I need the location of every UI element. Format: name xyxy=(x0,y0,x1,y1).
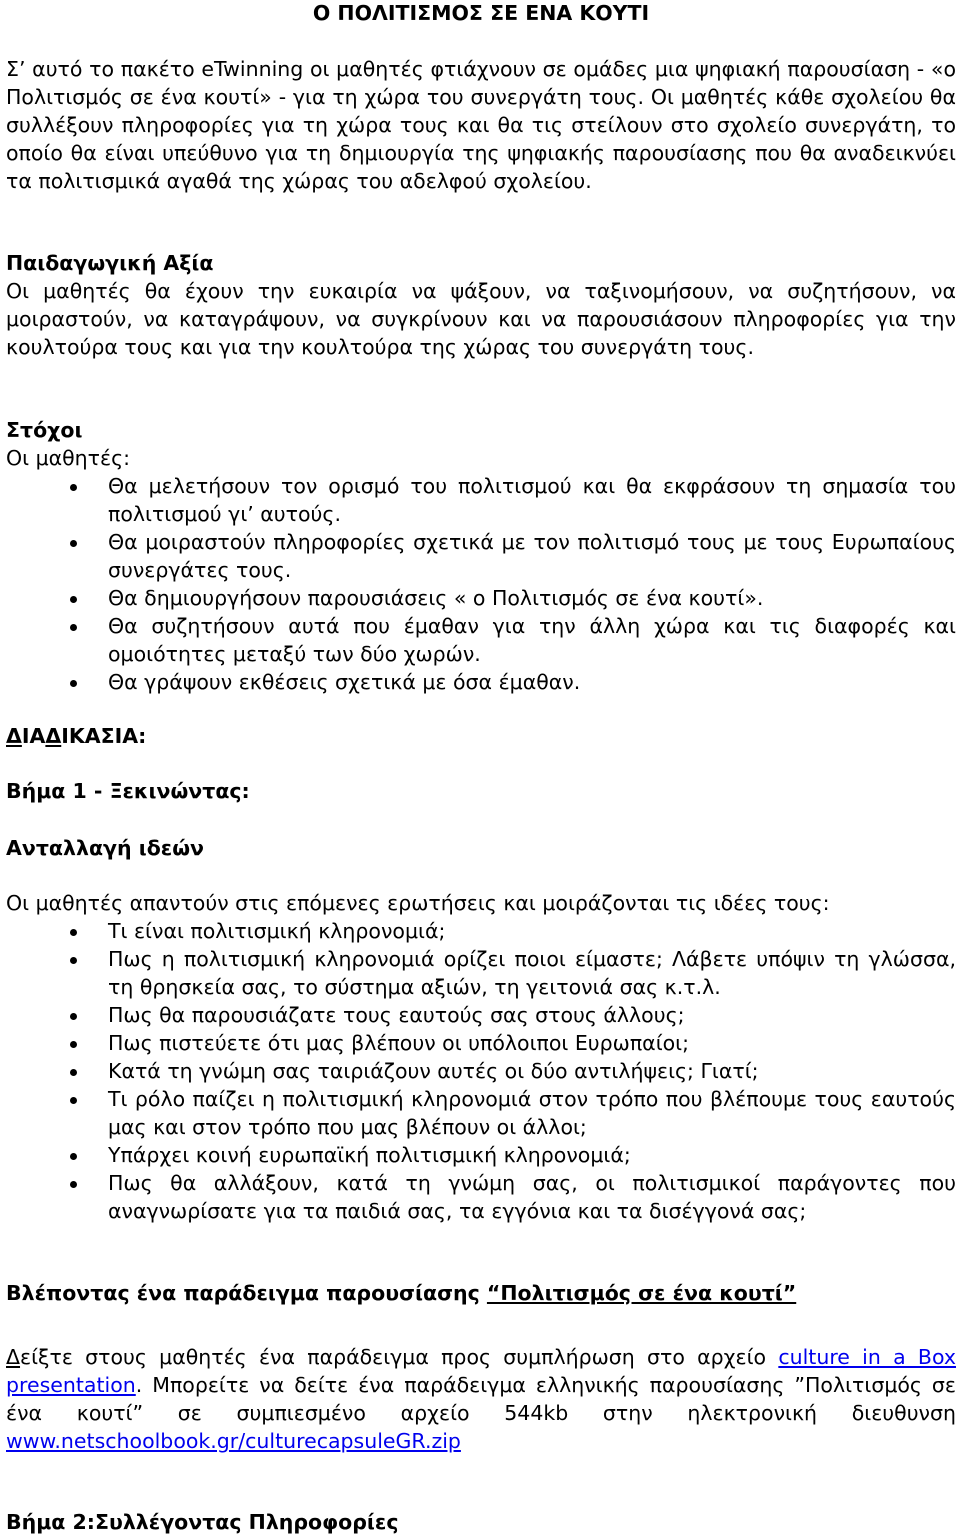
step1-subheading: Ανταλλαγή ιδεών xyxy=(6,836,204,860)
culture-in-a-box-link[interactable]: culture in a Box presentation xyxy=(6,1345,956,1397)
bullet-icon xyxy=(70,596,77,603)
bullet-icon xyxy=(70,1013,77,1020)
example-paragraph: Δείξτε στους μαθητές ένα παράδειγμα προς συμπλήρωση στο αρχείο culture in a Box presentation. Μπορείτε να δείτε ένα παράδειγμα ελληνικής παρουσίασης ”Πολιτισμός σε ένα κουτί” σε συμπιεσμένο αρχείο 544kb στην ηλεκτρονική διευθυνση www.netschoolbook.gr/culturecapsuleGR.zip xyxy=(6,1345,956,1453)
step1-heading: Βήμα 1 - Ξεκινώντας: xyxy=(6,779,250,803)
bullet-icon xyxy=(70,540,77,547)
list-item: Πως θα παρουσιάζατε τους εαυτούς σας στους άλλους; xyxy=(6,1001,956,1029)
list-item: Πως πιστεύετε ότι μας βλέπουν οι υπόλοιποι Ευρωπαίοι; xyxy=(6,1029,956,1057)
goals-lead: Οι μαθητές: xyxy=(6,446,131,470)
bullet-icon xyxy=(70,680,77,687)
netschoolbook-zip-link[interactable]: www.netschoolbook.gr/culturecapsuleGR.zip xyxy=(6,1429,461,1453)
goals-list xyxy=(6,472,956,696)
bullet-icon xyxy=(70,957,77,964)
list-item: Υπάρχει κοινή ευρωπαϊκή πολιτισμική κληρονομιά; xyxy=(6,1141,956,1169)
bullet-icon xyxy=(70,1069,77,1076)
list-item: Τι είναι πολιτισμική κληρονομιά; xyxy=(6,917,956,945)
list-item: Θα γράψουν εκθέσεις σχετικά με όσα έμαθαν. xyxy=(6,668,956,696)
bullet-icon xyxy=(70,929,77,936)
list-item: Θα μοιραστούν πληροφορίες σχετικά με τον πολιτισμό τους με τους Ευρωπαίους συνεργάτες τους. xyxy=(6,528,956,584)
list-item: Θα συζητήσουν αυτά που έμαθαν για την άλλη χώρα και τις διαφορές και ομοιότητες μεταξύ των δύο χωρών. xyxy=(6,612,956,668)
pedagogy-heading: Παιδαγωγική Αξία xyxy=(6,251,214,275)
bullet-icon xyxy=(70,1153,77,1160)
procedure-heading: ΔΙΑΔΙΚΑΣΙΑ: xyxy=(6,724,147,748)
step2-heading: Βήμα 2:Συλλέγοντας Πληροφορίες xyxy=(6,1510,399,1534)
pedagogy-paragraph: Οι μαθητές θα έχουν την ευκαιρία να ψάξουν, να ταξινομήσουν, να συζητήσουν, να μοιραστούν, να καταγράψουν, να συγκρίνουν και να παρουσιάσουν πληροφορίες για την κουλτούρα τους και για την κουλτούρα της χώρας του συνεργάτη τους. xyxy=(6,279,956,359)
list-item: Πως θα αλλάξουν, κατά τη γνώμη σας, οι πολιτισμικοί παράγοντες που αναγνωρίσατε για τα παιδιά σας, τα εγγόνια και τα δισέγγονά σας; xyxy=(6,1169,956,1225)
example-heading: Βλέποντας ένα παράδειγμα παρουσίασης “Πολιτισμός σε ένα κουτί” xyxy=(6,1281,797,1305)
step1-lead: Οι μαθητές απαντούν στις επόμενες ερωτήσεις και μοιράζονται τις ιδέες τους: xyxy=(6,891,830,915)
goals-heading: Στόχοι xyxy=(6,418,83,442)
intro-paragraph: Σ’ αυτό το πακέτο eTwinning οι μαθητές φτιάχνουν σε ομάδες μια ψηφιακή παρουσίαση - «ο Πολιτισμός σε ένα κουτί» - για τη χώρα του συνεργάτη τους. Οι μαθητές κάθε σχολείου θα συλλέξουν πληροφορίες για τη χώρα τους και θα τις στείλουν στο σχολείο συνεργάτη, το οποίο θα είναι υπεύθυνο για τη δημιουργία της ψηφιακής παρουσίασης που θα αναδεικνύει τα πολιτισμικά αγαθά της χώρας του αδελφού σχολείου. xyxy=(6,57,956,193)
bullet-icon xyxy=(70,1097,77,1104)
bullet-icon xyxy=(70,484,77,491)
document-title: Ο ΠΟΛΙΤΙΣΜΟΣ ΣΕ ΕΝΑ ΚΟΥΤΙ xyxy=(312,1,650,25)
list-item: Πως η πολιτισμική κληρονομιά ορίζει ποιοι είμαστε; Λάβετε υπόψιν τη γλώσσα, τη θρησκεία σας, το σύστημα αξιών, τη γειτονιά σας κ.τ.λ. xyxy=(6,945,956,1001)
step1-questions-list xyxy=(6,917,956,1225)
bullet-icon xyxy=(70,1041,77,1048)
list-item: Θα δημιουργήσουν παρουσιάσεις « ο Πολιτισμός σε ένα κουτί». xyxy=(6,584,956,612)
bullet-icon xyxy=(70,624,77,631)
list-item: Θα μελετήσουν τον ορισμό του πολιτισμού και θα εκφράσουν τη σημασία του πολιτισμού γι’ αυτούς. xyxy=(6,472,956,528)
list-item: Τι ρόλο παίζει η πολιτισμική κληρονομιά στον τρόπο που βλέπουμε τους εαυτούς μας και στον τρόπο που μας βλέπουν οι άλλοι; xyxy=(6,1085,956,1141)
bullet-icon xyxy=(70,1181,77,1188)
list-item: Κατά τη γνώμη σας ταιριάζουν αυτές οι δύο αντιλήψεις; Γιατί; xyxy=(6,1057,956,1085)
